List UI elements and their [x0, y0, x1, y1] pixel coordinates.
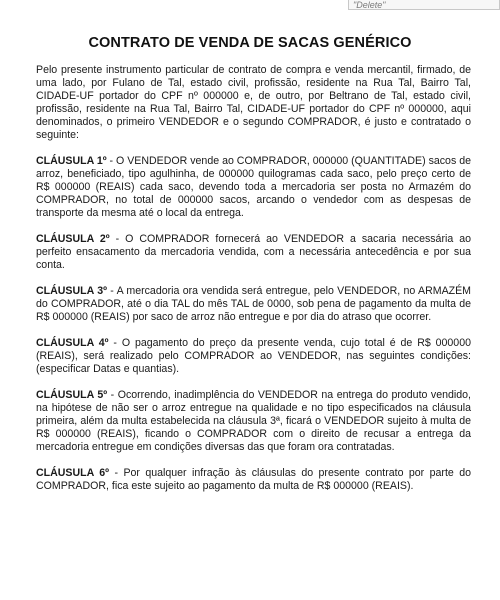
- clause-1: [36, 155, 471, 220]
- clause-1-heading: CLÁUSULA 1º: [36, 155, 107, 167]
- clause-4-text: - O pagamento do preço da presente venda, cujo total é de R$ 000000 (REAIS), será realizado pelo COMPRADOR ao VENDEDOR, nas seguintes condições: (especificar Datas e quantias).: [36, 337, 471, 375]
- intro-paragraph: Pelo presente instrumento particular de contrato de compra e venda mercantil, firmado, de uma lado, por Fulano de Tal, estado civil, profissão, residente na Rua Tal, Bairro Tal, CIDADE-UF portador do CPF nº 000000 e, de outro, por Beltrano de Tal, estado civil, profissão, residente na Rua Tal, Bairro Tal, CIDADE-UF portador do CPF nº 000000, aqui denominados, o primeiro VENDEDOR e o segundo COMPRADOR, é justo e contratado o seguinte:: [36, 64, 471, 141]
- clause-5-text: - Ocorrendo, inadimplência do VENDEDOR na entrega do produto vendido, na hipótese de não ser o arroz entregue na qualidade e no tipo especificados na cláusula primeira, além da multa estabelecida na cláusula 3ª, ficará o VENDEDOR sujeito à multa de R$ 000000 (REAIS), ficando o COMPRADOR com o direito de recusar a entrega da mercadoria entregue em condições diversas das que foram ora contratadas.: [36, 389, 471, 453]
- clause-2-heading: CLÁUSULA 2º: [36, 233, 110, 245]
- clause-2-text: - O COMPRADOR fornecerá ao VENDEDOR a sacaria necessária ao perfeito ensacamento da mercadoria vendida, com a necessária antecedência e por sua conta.: [36, 233, 471, 271]
- clause-3-text: - A mercadoria ora vendida será entregue, pelo VENDEDOR, no ARMAZÉM do COMPRADOR, até o dia TAL do mês TAL de 0000, sob pena de pagamento da multa de R$ 000000 (REAIS) por saco de arroz não entregue e por dia do atraso que ocorrer.: [36, 285, 471, 323]
- clause-3: [36, 285, 471, 324]
- delete-field[interactable]: "Delete": [348, 0, 500, 10]
- document-title: CONTRATO DE VENDA DE SACAS GENÉRICO: [88, 35, 412, 51]
- clause-4: [36, 337, 471, 376]
- clause-4-heading: CLÁUSULA 4º: [36, 337, 109, 349]
- clause-5-heading: CLÁUSULA 5º: [36, 389, 108, 401]
- clause-6-heading: CLÁUSULA 6º: [36, 467, 110, 479]
- clause-6: [36, 467, 471, 493]
- clause-1-text: - O VENDEDOR vende ao COMPRADOR, 000000 (QUANTITADE) sacos de arroz, beneficiado, tipo agulhinha, de 000000 quilogramas cada saco, pelo preço certo de R$ 000000 (REAIS) cada saco, devendo toda a mercadoria ser posta no Armazém do COMPRADOR, no total de 000000 sacos, arcando o vendedor com as despesas de transporte da mesma até o local da entrega.: [36, 155, 471, 219]
- clause-3-heading: CLÁUSULA 3º: [36, 285, 107, 297]
- clause-5: [36, 389, 471, 454]
- clause-6-text: - Por qualquer infração às cláusulas do presente contrato por parte do COMPRADOR, fica este sujeito ao pagamento da multa de R$ 000000 (REAIS).: [36, 467, 471, 492]
- document-body: [36, 64, 471, 506]
- clause-2: [36, 233, 471, 272]
